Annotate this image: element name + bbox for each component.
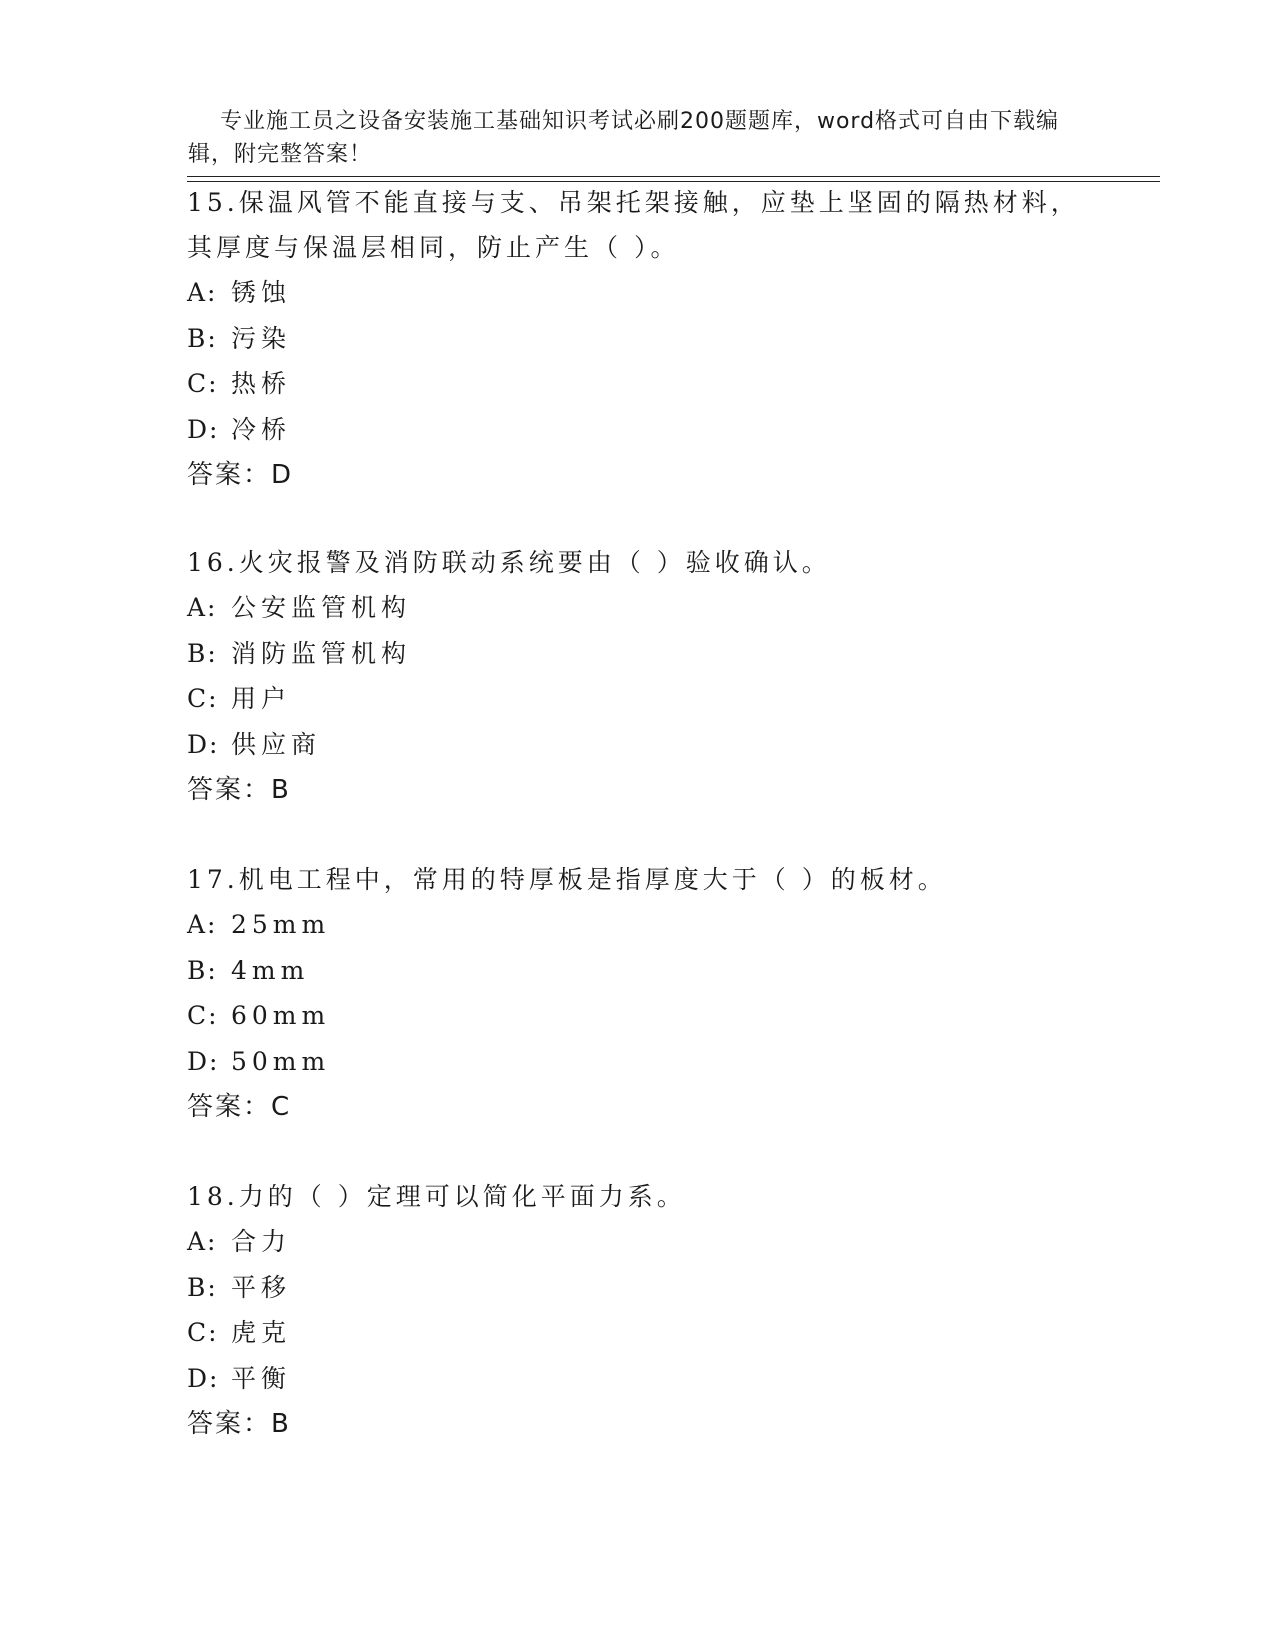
- option-label: C:: [187, 1001, 219, 1030]
- option-d: [187, 722, 1087, 768]
- option-value: 供应商: [231, 729, 322, 759]
- option-value: 公安监管机构: [231, 593, 412, 622]
- option-b: [187, 316, 1087, 362]
- option-d: [187, 407, 1087, 453]
- option-value: 热桥: [231, 369, 292, 398]
- question-text: 力的（ ）定理可以简化平面力系。: [238, 1182, 686, 1211]
- option-value: 平衡: [231, 1363, 292, 1393]
- question-stem: [187, 1174, 1087, 1219]
- option-c: [187, 676, 1087, 722]
- answer-line: 答案：B: [187, 1409, 291, 1439]
- option-d: [187, 1356, 1087, 1402]
- option-a: [187, 585, 1087, 631]
- option-value: 用户: [231, 684, 292, 713]
- question-text: 机电工程中，常用的特厚板是指厚度大于（ ）的板材。: [238, 865, 947, 894]
- question-16: [187, 540, 1087, 813]
- option-a: [187, 1219, 1087, 1265]
- question-number: 17.: [187, 865, 239, 894]
- option-value: 虎克: [231, 1318, 292, 1347]
- question-text: 保温风管不能直接与支、吊架托架接触，应垫上坚固的隔热材料，其厚度与保温层相同，防止产生（ ）。: [187, 188, 1080, 262]
- header-divider-top: [187, 176, 1160, 177]
- option-b: [187, 948, 1087, 994]
- question-17: [187, 857, 1087, 1130]
- option-label: D:: [187, 729, 220, 759]
- option-value: 锈蚀: [231, 278, 292, 307]
- option-label: B:: [187, 955, 218, 985]
- answer-line: 答案：B: [187, 775, 291, 805]
- question-stem: [187, 540, 1087, 585]
- option-value: 4mm: [231, 955, 310, 985]
- answer-line: 答案：C: [187, 1092, 292, 1122]
- option-label: C:: [187, 684, 219, 713]
- option-d: [187, 1039, 1087, 1085]
- option-value: 合力: [231, 1227, 292, 1256]
- option-value: 污染: [231, 323, 292, 353]
- question-number: 16.: [187, 548, 239, 577]
- answer-line: 答案：D: [187, 460, 294, 490]
- option-b: [187, 631, 1087, 677]
- option-label: A:: [187, 278, 218, 307]
- question-stem: [187, 857, 1087, 902]
- option-a: [187, 270, 1087, 316]
- option-label: C:: [187, 1318, 219, 1347]
- option-b: [187, 1265, 1087, 1311]
- question-15: [187, 180, 1087, 498]
- option-value: 平移: [231, 1272, 292, 1302]
- header-title: 专业施工员之设备安装施工基础知识考试必刷200题题库，word格式可自由下载编辑，附完整答案！: [188, 109, 1060, 167]
- question-stem: [187, 180, 1087, 270]
- question-number: 15.: [187, 188, 239, 217]
- option-label: D:: [187, 1046, 220, 1076]
- option-label: B:: [187, 638, 218, 668]
- option-label: B:: [187, 323, 218, 353]
- option-label: C:: [187, 369, 219, 398]
- option-c: [187, 1310, 1087, 1356]
- question-number: 18.: [187, 1182, 239, 1211]
- question-text: 火灾报警及消防联动系统要由（ ）验收确认。: [238, 548, 831, 577]
- option-value: 50mm: [231, 1046, 331, 1076]
- option-label: B:: [187, 1272, 218, 1302]
- option-c: [187, 993, 1087, 1039]
- option-label: D:: [187, 1363, 220, 1393]
- option-a: [187, 902, 1087, 948]
- option-c: [187, 361, 1087, 407]
- option-value: 冷桥: [231, 414, 292, 444]
- option-value: 消防监管机构: [231, 638, 412, 668]
- option-value: 25mm: [231, 910, 331, 939]
- question-18: [187, 1174, 1087, 1447]
- option-label: A:: [187, 910, 218, 939]
- option-label: A:: [187, 593, 218, 622]
- option-label: A:: [187, 1227, 218, 1256]
- option-label: D:: [187, 414, 220, 444]
- option-value: 60mm: [231, 1001, 331, 1030]
